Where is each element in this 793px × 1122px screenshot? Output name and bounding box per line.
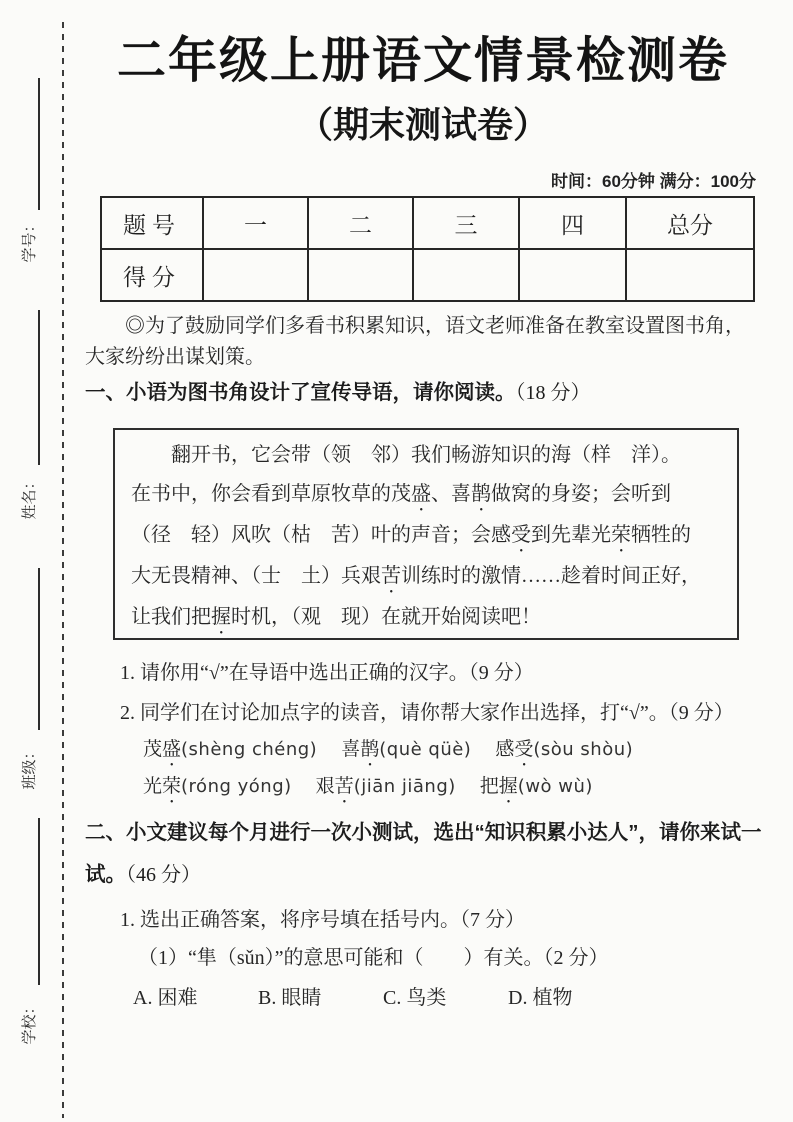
- guide-box-line: [131, 598, 721, 639]
- pinyin-choices: (shèng chéng): [181, 739, 318, 760]
- section-2-question-1-sub-1: [138, 941, 778, 970]
- guide-text-segment: 做窝的身姿；会听到: [491, 482, 671, 505]
- option-a: A. 困难: [133, 987, 198, 1009]
- question-score: （9 分）: [468, 662, 534, 684]
- pinyin-item: [341, 734, 471, 771]
- pinyin-word-prefix: 茂: [143, 739, 163, 760]
- section-1-question-2: [120, 696, 760, 725]
- pinyin-word-prefix: 感: [495, 739, 515, 760]
- pinyin-row: [143, 734, 758, 771]
- option-c: C. 鸟类: [383, 987, 447, 1009]
- guide-box-lines: [131, 436, 721, 639]
- guide-text-segment: 时机，（观 现）在就开始阅读吧！: [231, 605, 541, 628]
- reading-guide-box: [113, 428, 739, 640]
- dotted-character: 鹊: [471, 482, 491, 505]
- guide-box-line: [131, 516, 721, 557]
- scenario-intro-paragraph: ◎为了鼓励同学们多看书积累知识，语文老师准备在教室设置图书角，大家纷纷出谋划策。: [85, 315, 745, 368]
- pinyin-word-prefix: 喜: [341, 739, 361, 760]
- dotted-character: 握: [498, 776, 518, 797]
- score-table-header-cell: 总分: [626, 197, 754, 249]
- multiple-choice-options: [133, 981, 753, 1010]
- school-label: 学校：: [21, 999, 38, 1045]
- pinyin-choices: (jiān jiāng): [353, 776, 456, 797]
- pinyin-word-prefix: 把: [479, 776, 499, 797]
- pinyin-choices: (sòu shòu): [533, 739, 634, 760]
- section-1-heading: [85, 372, 763, 414]
- score-row-label: 得分: [101, 249, 203, 301]
- score-cell-empty: [413, 249, 519, 301]
- student-id-blank-line: [38, 78, 40, 210]
- section-2-score: （46 分）: [126, 864, 201, 886]
- pinyin-item: [316, 771, 456, 808]
- dotted-character: 盛: [411, 482, 431, 505]
- question-score: （2 分）: [543, 947, 609, 969]
- student-id-label: 学号：: [21, 217, 38, 263]
- pinyin-word-prefix: 艰: [315, 776, 335, 797]
- name-blank-line: [38, 310, 40, 465]
- dotted-character: 握: [211, 605, 231, 628]
- section-1-heading-text: 一、小语为图书角设计了宣传导语，请你阅读。: [85, 381, 516, 404]
- guide-box-line: [131, 475, 721, 516]
- name-label: 姓名：: [21, 474, 38, 520]
- option-b: B. 眼睛: [258, 987, 322, 1009]
- pinyin-item: [143, 734, 317, 771]
- question-text: （1）“隼（sǔn）”的意思可能和（ ）有关。: [138, 947, 544, 969]
- class-label: 班级：: [21, 744, 38, 790]
- question-text: 2. 同学们在讨论加点字的读音，请你帮大家作出选择，打“√”。: [120, 702, 669, 724]
- guide-text-segment: （径 轻）风吹（枯 苦）叶的声音；会感: [131, 523, 511, 546]
- school-blank-line: [38, 818, 40, 985]
- section-1-score: （18 分）: [515, 382, 591, 404]
- score-table: [100, 196, 755, 302]
- question-score: （7 分）: [460, 909, 525, 931]
- score-table-header-cell: 二: [308, 197, 413, 249]
- score-cell-empty: [308, 249, 413, 301]
- score-cell-empty: [203, 249, 308, 301]
- guide-text-segment: 大无畏精神、（士 土）兵艰: [131, 564, 381, 587]
- section-2-question-1: [120, 903, 760, 932]
- question-text: 1. 请你用“√”在导语中选出正确的汉字。: [120, 662, 469, 684]
- paper-title: 二年级上册语文情景检测卷: [116, 34, 729, 88]
- guide-text-segment: 让我们把: [131, 605, 211, 628]
- class-blank-line: [38, 568, 40, 730]
- pinyin-choices: (róng yóng): [181, 776, 292, 797]
- guide-text-segment: 到先辈光: [531, 523, 611, 546]
- option-d: D. 植物: [508, 987, 573, 1009]
- score-table-header-cell: 三: [413, 197, 519, 249]
- pinyin-word-prefix: 光: [143, 776, 163, 797]
- question-score: （9 分）: [668, 702, 734, 724]
- section-2-heading: [85, 812, 763, 896]
- score-table-header-cell: 一: [203, 197, 308, 249]
- guide-text-segment: 翻开书，它会带（领 邻）我们畅游知识的海（样 洋）。: [171, 444, 681, 466]
- score-cell-empty: [626, 249, 754, 301]
- pinyin-row: [143, 771, 758, 808]
- pinyin-item: [480, 771, 593, 808]
- guide-box-line: [131, 557, 721, 598]
- dotted-character: 苦: [381, 564, 401, 587]
- paper-subtitle: （期末测试卷）: [296, 104, 549, 145]
- pinyin-item: [495, 734, 633, 771]
- dotted-character: 盛: [162, 739, 182, 760]
- score-table-header-cell: 四: [519, 197, 626, 249]
- section-1-question-1: [120, 656, 760, 685]
- score-table-header-row: [101, 197, 754, 249]
- question-text: 1. 选出正确答案，将序号填在括号内。: [120, 909, 460, 931]
- dotted-character: 苦: [334, 776, 354, 797]
- dotted-character: 受: [514, 739, 534, 760]
- score-cell-empty: [519, 249, 626, 301]
- score-table-header-cell: 题号: [101, 197, 203, 249]
- section-2-heading-text: 二、小文建议每个月进行一次小测试，选出“知识积累小达人”，请你来试一试。: [85, 821, 762, 886]
- score-table-score-row: [101, 249, 754, 301]
- guide-text-segment: 、喜: [431, 482, 471, 505]
- guide-text-segment: 训练时的激情……趁着时间正好，: [401, 564, 701, 587]
- guide-text-segment: 牺牲的: [631, 523, 691, 546]
- guide-box-line: [131, 436, 721, 475]
- guide-text-segment: 在书中，你会看到草原牧草的茂: [131, 482, 411, 505]
- pinyin-item: [143, 771, 292, 808]
- fold-dashed-divider: [62, 22, 64, 1118]
- dotted-character: 受: [511, 523, 531, 546]
- dotted-character: 荣: [611, 523, 631, 546]
- pinyin-choices: (què qüè): [379, 739, 472, 760]
- dotted-character: 鹊: [360, 739, 380, 760]
- dotted-character: 荣: [162, 776, 182, 797]
- pinyin-choices: (wò wù): [517, 776, 593, 797]
- time-and-score-meta: 时间：60分钟 满分：100分: [551, 172, 756, 191]
